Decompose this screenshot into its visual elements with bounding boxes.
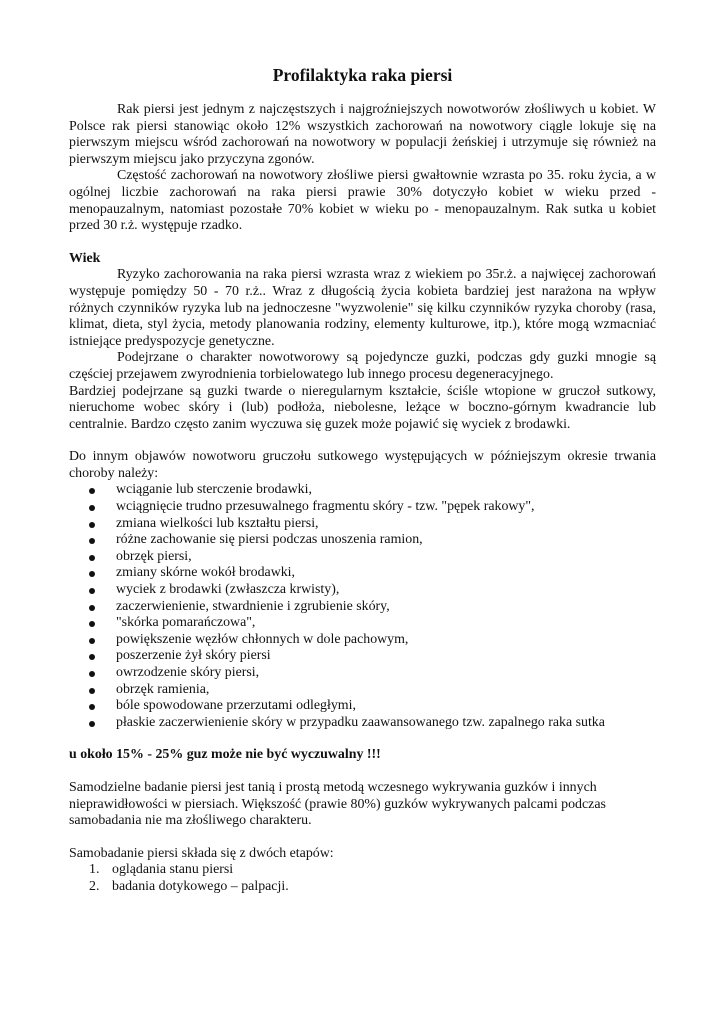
list-item: zaczerwienienie, stwardnienie i zgrubienie skóry, <box>89 599 656 616</box>
list-item: wciąganie lub sterczenie brodawki, <box>89 482 656 499</box>
list-item: poszerzenie żył skóry piersi <box>89 648 656 665</box>
list-item-text: badania dotykowego – palpacji. <box>112 878 289 894</box>
symptoms-intro: Do innym objawów nowotworu gruczołu sutkowego występujących w późniejszym okresie trwania choroby należy: <box>69 449 656 481</box>
list-item: wciągnięcie trudno przesuwalnego fragmentu skóry - tzw. "pępek rakowy", <box>89 499 656 516</box>
list-item-text: oglądania stanu piersi <box>112 862 234 878</box>
intro-paragraph-1: Rak piersi jest jednym z najczęstszych i najgroźniejszych nowotworów złośliwych u kobiet. W Polsce rak piersi stanowiąc około 12% wszystkich zachorowań na nowotwory ciągle lokuje się na pierwszym miejscu wśród zachorowań na nowotwory w populacji żeńskiej i utrzymuje się również na pierwszym miejscu jako przyczyna zgonów. <box>69 102 656 167</box>
list-item: obrzęk ramienia, <box>89 682 656 699</box>
list-item: zmiana wielkości lub kształtu piersi, <box>89 516 656 533</box>
list-number: 2. <box>89 878 100 894</box>
age-paragraph-1: Ryzyko zachorowania na raka piersi wzrasta wraz z wiekiem po 35r.ż. a najwięcej zachorowań występuje pomiędzy 50 - 70 r.ż.. Wraz z długością życia kobieta bardziej jest narażona na wpływ różnych czynników ryzyka lub na jednoczesne "wyzwolenie" się kilku czynników ryzyka choroby (rasa, klimat, dieta, styl życia, metody planowania rodziny, elementy kulturowe, itp.), które mogą wzmacniać istniejące predyspozycje genetyczne. <box>69 267 656 349</box>
list-item: zmiany skórne wokół brodawki, <box>89 565 656 582</box>
list-item: obrzęk piersi, <box>89 549 656 566</box>
stages-list <box>69 862 656 895</box>
list-item: bóle spowodowane przerzutami odległymi, <box>89 698 656 715</box>
list-item: powiększenie węzłów chłonnych w dole pachowym, <box>89 632 656 649</box>
list-number: 1. <box>89 862 100 878</box>
age-paragraph-2: Podejrzane o charakter nowotworowy są pojedyncze guzki, podczas gdy guzki mnogie są częściej przejawem zwyrodnienia torbielowatego lub innego procesu degeneracyjnego. <box>69 350 656 382</box>
symptoms-list <box>69 482 656 731</box>
list-item <box>89 879 656 896</box>
age-paragraph-3: Bardziej podejrzane są guzki twarde o nieregularnym kształcie, ściśle wtopione w gruczoł sutkowy, nieruchome wobec skóry i (lub) podłoża, niebolesne, leżące w boczno-górnym kwadrancie lub centralnie. Bardzo często zanim wyczuwa się guzek może pojawić się wyciek z brodawki. <box>69 383 656 432</box>
section-heading-age: Wiek <box>69 250 101 266</box>
list-item: wyciek z brodawki (zwłaszcza krwisty), <box>89 582 656 599</box>
warning-text: u około 15% - 25% guz może nie być wyczuwalny !!! <box>69 747 381 763</box>
intro-paragraph-2: Częstość zachorowań na nowotwory złośliwe piersi gwałtownie wzrasta po 35. roku życia, a w ogólnej liczbie zachorowań na raka piersi prawie 30% dotyczyło kobiet w wieku przed - menopauzalnym, natomiast pozostałe 70% kobiet w wieku po - menopauzalnym. Rak sutka u kobiet przed 30 r.ż. występuje rzadko. <box>69 168 656 234</box>
list-item: płaskie zaczerwienienie skóry w przypadku zaawansowanego tzw. zapalnego raka sutka <box>89 715 656 732</box>
stages-intro: Samobadanie piersi składa się z dwóch etapów: <box>69 845 334 861</box>
self-exam-paragraph: Samodzielne badanie piersi jest tanią i prostą metodą wczesnego wykrywania guzków i innych nieprawidłowości w piersiach. Większość (prawie 80%) guzków wykrywanych palcami podczas samobadania nie ma złośliwego charakteru. <box>69 779 606 829</box>
document-title: Profilaktyka raka piersi <box>272 65 453 85</box>
list-item: "skórka pomarańczowa", <box>89 615 656 632</box>
list-item: różne zachowanie się piersi podczas unoszenia ramion, <box>89 532 656 549</box>
list-item: owrzodzenie skóry piersi, <box>89 665 656 682</box>
list-item <box>89 862 656 879</box>
